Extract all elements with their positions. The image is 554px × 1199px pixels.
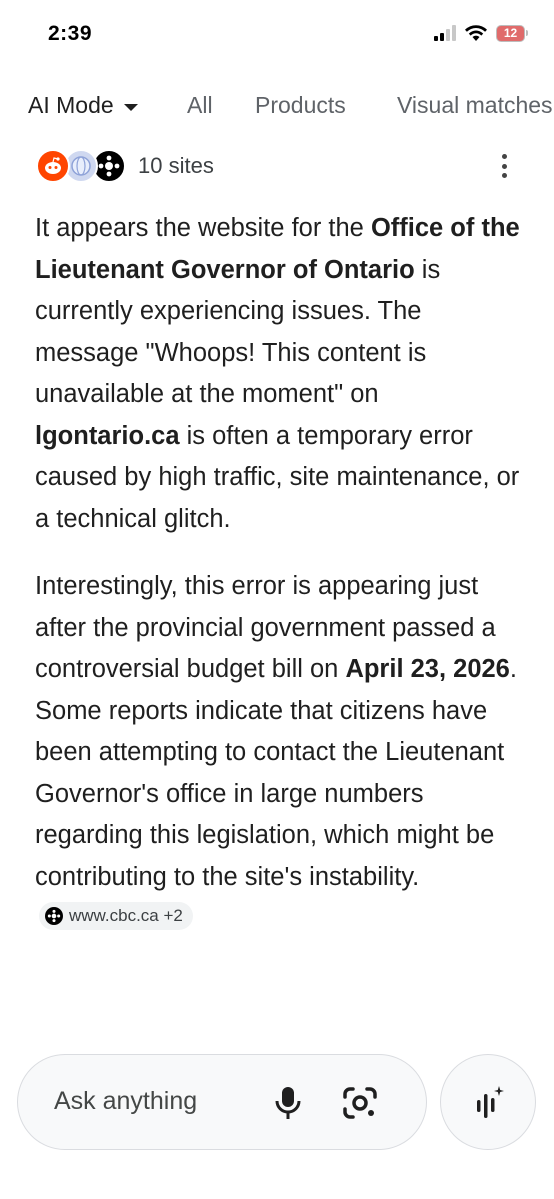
search-tabs [0,92,554,124]
answer-bold-text: April 23, 2026 [345,655,510,683]
status-icons [434,24,528,42]
tab-visual-matches[interactable]: Visual matches [397,92,553,118]
lens-icon [341,1085,379,1121]
battery-icon [496,25,528,42]
wifi-icon [464,24,488,42]
battery-level: 12 [496,25,525,42]
caret-down-icon [124,104,138,111]
citation-label: www.cbc.ca +2 [69,906,183,925]
microphone-icon [273,1085,303,1121]
citation-chip[interactable] [39,902,193,930]
sources-count: 10 sites [138,153,214,178]
ask-input-bar[interactable] [17,1054,427,1150]
ask-input[interactable]: Ask anything [54,1087,198,1115]
status-bar [0,0,554,72]
answer-paragraph-1 [35,208,525,540]
google-lens-button[interactable] [338,1083,382,1123]
answer-bold-text: lgontario.ca [35,421,180,450]
reddit-icon [36,149,70,183]
microphone-button[interactable] [268,1083,308,1123]
answer-text: is often a temporary error caused by high traffic, site maintenance, or a technical glitch. [35,421,520,533]
answer-paragraph-2 [35,566,525,940]
answer-text: Interestingly, this error is appearing just after the provincial government passed a controversial budget bill on [35,572,496,683]
answer-bold-text: Office of the Lieutenant Governor of Ontario [35,214,520,284]
answer-text: It appears the website for the [35,214,371,242]
voice-live-button[interactable] [440,1054,536,1150]
more-options-icon[interactable] [492,152,516,180]
ai-answer [35,208,525,966]
tab-products[interactable]: Products [255,92,346,118]
sources-row[interactable] [36,148,516,184]
tab-ai-mode-label: AI Mode [28,92,114,118]
tab-all[interactable]: All [187,92,213,118]
answer-text: . Some reports indicate that citizens have been attempting to contact the Lieutenant Governor's office in large numbers regarding this legislation, which might be contributing to the site's instability. [35,655,517,891]
tab-ai-mode[interactable] [28,92,138,119]
voice-live-icon [470,1084,506,1120]
answer-text: is currently experiencing issues. The message "Whoops! This content is unavailable at the moment" on [35,255,441,408]
status-time: 2:39 [48,22,93,45]
cbc-icon [45,907,63,925]
cellular-signal-icon [434,25,456,41]
source-favicons [36,149,128,183]
